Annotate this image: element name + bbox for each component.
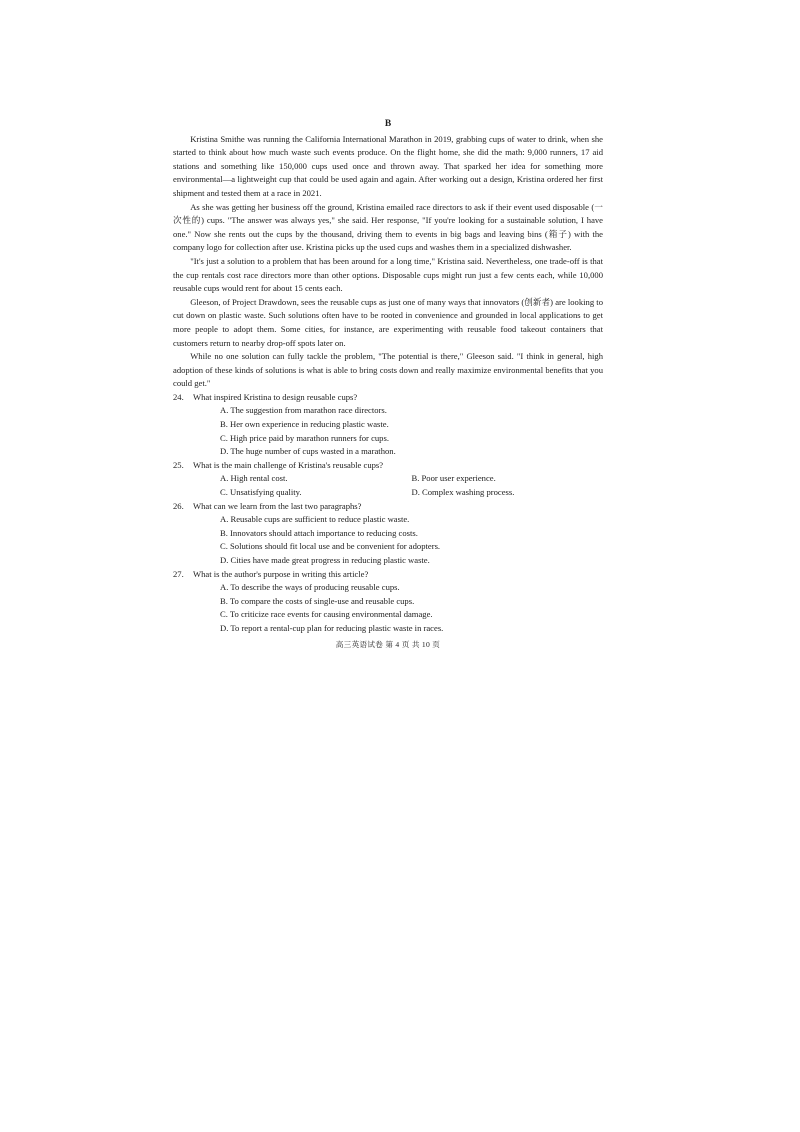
question-number: 27. [173, 568, 184, 579]
question-text: What is the author's purpose in writing this article? [193, 568, 369, 579]
question-26 [173, 500, 603, 568]
option-c: C. High price paid by marathon runners for cups. [220, 432, 389, 443]
question-number: 25. [173, 459, 184, 470]
passage-paragraph-4: Gleeson, of Project Drawdown, sees the reusable cups as just one of many ways that innovators (创新者) are looking to cut down on plastic waste. Such solutions often have to be rooted in convenience and grounded in local applications to get more people to adopt them. Some cities, for instance, are experimenting with reusable food takeout containers that customers return to nearby drop-off spots later on. [173, 296, 603, 348]
option-b: B. Innovators should attach importance to reducing costs. [220, 527, 418, 538]
section-label: B [384, 119, 392, 129]
question-text: What inspired Kristina to design reusable cups? [193, 391, 358, 402]
option-a: A. High rental cost. [220, 473, 288, 484]
passage-paragraph-2: As she was getting her business off the ground, Kristina emailed race directors to ask if their event used disposable (一次性的) cups. "The answer was always yes," she said. Her response, "If you're looking for a sustainable solution, I have one." Now she rents out the cups by the thousand, driving them to events in big bags and leaving bins (箱子) with the company logo for collection after use. Kristina picks up the used cups and washes them in a specialized dishwasher. [173, 201, 603, 253]
question-25 [173, 459, 603, 500]
question-27 [173, 568, 603, 636]
option-d: D. Cities have made great progress in reducing plastic waste. [220, 555, 430, 565]
question-24 [173, 391, 603, 459]
passage-paragraph-3: "It's just a solution to a problem that has been around for a long time," Kristina said. Nevertheless, one trade-off is that the cup rentals cost race directors more than other options. Disposable cups might run just a few cents each, while 10,000 reusable cups would rent for about 15 cents each. [173, 255, 603, 294]
option-a: A. Reusable cups are sufficient to reduce plastic waste. [220, 514, 410, 525]
option-d: D. To report a rental-cup plan for reducing plastic waste in races. [220, 622, 444, 633]
question-text: What can we learn from the last two paragraphs? [193, 500, 362, 511]
option-a: A. To describe the ways of producing reusable cups. [220, 582, 400, 593]
question-text: What is the main challenge of Kristina's reusable cups? [193, 459, 384, 470]
question-number: 26. [173, 500, 184, 511]
option-c: C. Solutions should fit local use and be convenient for adopters. [220, 541, 441, 552]
options-row-2 [173, 486, 603, 500]
option-d: D. Complex washing process. [411, 487, 515, 498]
passage-paragraph-5: While no one solution can fully tackle the problem, "The potential is there," Gleeson said. "I think in general, high adoption of these kinds of solutions is what is able to bring costs down and really maximize environmental benefits that you could get." [173, 351, 603, 389]
option-a: A. The suggestion from marathon race directors. [220, 405, 387, 416]
question-number: 24. [173, 391, 184, 402]
option-c: C. To criticize race events for causing environmental damage. [220, 609, 433, 620]
passage-paragraph-1: Kristina Smithe was running the California International Marathon in 2019, grabbing cups of water to drink, when she started to think about how much waste such events produce. On the flight home, she did the math: 9,000 runners, 17 aid stations and something like 150,000 cups used once and thrown away. That sparked her idea for something more environmental—a lightweight cup that could be used again and again. After working out a design, Kristina ordered her first shipment and tested them at a race in 2021. [173, 133, 603, 198]
option-c: C. Unsatisfying quality. [220, 487, 302, 498]
option-b: B. Poor user experience. [411, 473, 496, 484]
options-row-1 [173, 472, 603, 486]
option-d: D. The huge number of cups wasted in a marathon. [220, 446, 396, 457]
page-footer: 高三英语试卷 第 4 页 共 10 页 [335, 639, 441, 649]
option-b: B. To compare the costs of single-use and reusable cups. [220, 595, 415, 606]
option-b: B. Her own experience in reducing plastic waste. [220, 419, 389, 430]
exam-page [173, 118, 603, 651]
